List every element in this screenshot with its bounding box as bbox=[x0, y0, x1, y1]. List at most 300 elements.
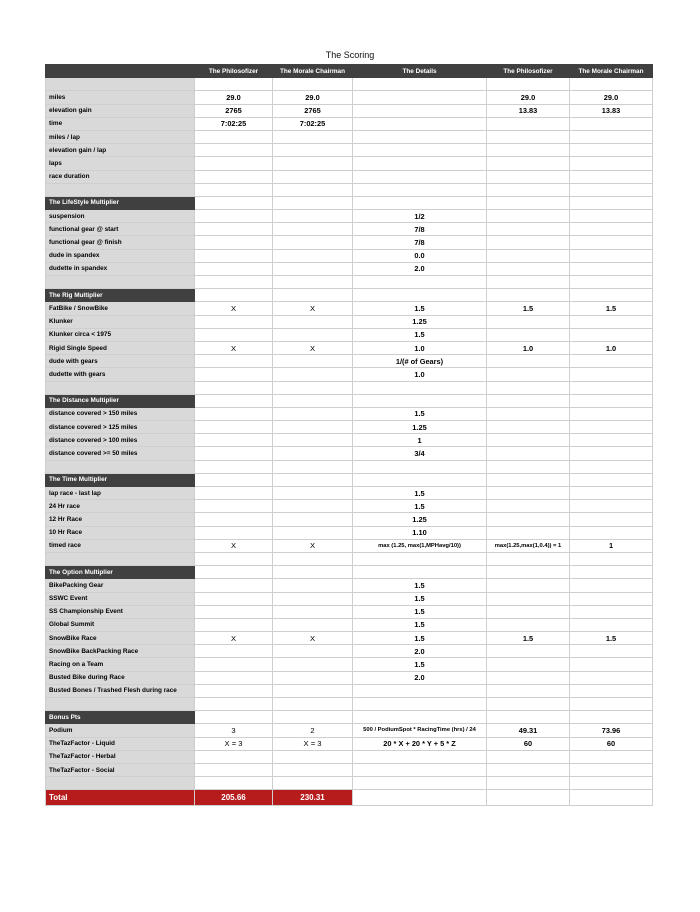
morale-chairman-score[interactable] bbox=[570, 157, 653, 170]
cell[interactable] bbox=[353, 711, 487, 724]
philosofizer-value[interactable] bbox=[195, 763, 273, 776]
philosofizer-score[interactable] bbox=[487, 618, 570, 631]
morale-chairman-score[interactable] bbox=[570, 144, 653, 157]
philosofizer-score[interactable] bbox=[487, 500, 570, 513]
details-value[interactable]: 1.5 bbox=[353, 605, 487, 618]
philosofizer-value[interactable]: 7:02:25 bbox=[195, 117, 273, 130]
details-value[interactable] bbox=[353, 130, 487, 143]
philosofizer-score[interactable] bbox=[487, 223, 570, 236]
morale-chairman-value[interactable] bbox=[273, 315, 353, 328]
morale-chairman-value[interactable] bbox=[273, 605, 353, 618]
philosofizer-score[interactable] bbox=[487, 487, 570, 500]
details-value[interactable]: max (1.25, max(1,MPHavg/10)) bbox=[353, 539, 487, 552]
details-value[interactable]: 2.0 bbox=[353, 645, 487, 658]
row-label[interactable]: dude with gears bbox=[46, 355, 195, 368]
morale-chairman-score[interactable] bbox=[570, 434, 653, 447]
morale-chairman-score[interactable] bbox=[570, 368, 653, 381]
row-label[interactable]: distance covered >= 50 miles bbox=[46, 447, 195, 460]
header-philosofizer[interactable]: The Philosofizer bbox=[195, 65, 273, 78]
morale-chairman-value[interactable] bbox=[273, 144, 353, 157]
philosofizer-score[interactable] bbox=[487, 210, 570, 223]
row-label[interactable]: Busted Bones / Trashed Flesh during race bbox=[46, 684, 195, 697]
philosofizer-score[interactable]: 13.83 bbox=[487, 104, 570, 117]
cell[interactable] bbox=[570, 711, 653, 724]
details-value[interactable]: 1.5 bbox=[353, 487, 487, 500]
cell[interactable] bbox=[195, 698, 273, 711]
philosofizer-value[interactable]: X = 3 bbox=[195, 737, 273, 750]
cell[interactable] bbox=[353, 196, 487, 209]
morale-chairman-value[interactable] bbox=[273, 249, 353, 262]
philosofizer-score[interactable]: 49.31 bbox=[487, 724, 570, 737]
philosofizer-score[interactable]: 60 bbox=[487, 737, 570, 750]
philosofizer-value[interactable] bbox=[195, 407, 273, 420]
cell[interactable] bbox=[487, 698, 570, 711]
header-cell[interactable] bbox=[46, 65, 195, 78]
philosofizer-score[interactable]: 1.0 bbox=[487, 341, 570, 354]
row-label[interactable]: Global Summit bbox=[46, 618, 195, 631]
cell[interactable] bbox=[570, 183, 653, 196]
philosofizer-value[interactable]: X bbox=[195, 341, 273, 354]
morale-chairman-score[interactable] bbox=[570, 645, 653, 658]
morale-chairman-value[interactable] bbox=[273, 210, 353, 223]
details-value[interactable]: 1.5 bbox=[353, 407, 487, 420]
philosofizer-value[interactable] bbox=[195, 645, 273, 658]
philosofizer-value[interactable] bbox=[195, 249, 273, 262]
cell[interactable] bbox=[487, 289, 570, 302]
cell[interactable] bbox=[195, 196, 273, 209]
section-title[interactable]: The Option Multiplier bbox=[46, 566, 195, 579]
row-label[interactable]: timed race bbox=[46, 539, 195, 552]
details-value[interactable] bbox=[353, 750, 487, 763]
morale-chairman-score[interactable] bbox=[570, 170, 653, 183]
philosofizer-score[interactable] bbox=[487, 170, 570, 183]
cell[interactable] bbox=[570, 473, 653, 486]
philosofizer-value[interactable] bbox=[195, 421, 273, 434]
cell[interactable] bbox=[570, 460, 653, 473]
morale-chairman-value[interactable] bbox=[273, 658, 353, 671]
cell[interactable] bbox=[570, 276, 653, 289]
morale-chairman-value[interactable]: X bbox=[273, 539, 353, 552]
morale-chairman-value[interactable] bbox=[273, 236, 353, 249]
philosofizer-score[interactable] bbox=[487, 684, 570, 697]
cell[interactable] bbox=[487, 276, 570, 289]
cell[interactable] bbox=[353, 381, 487, 394]
header-morale-chairman-score[interactable]: The Morale Chairman bbox=[570, 65, 653, 78]
details-value[interactable]: 1.5 bbox=[353, 500, 487, 513]
morale-chairman-value[interactable] bbox=[273, 328, 353, 341]
morale-chairman-score[interactable] bbox=[570, 421, 653, 434]
cell[interactable] bbox=[487, 394, 570, 407]
row-label[interactable]: time bbox=[46, 117, 195, 130]
morale-chairman-score[interactable] bbox=[570, 684, 653, 697]
row-label[interactable]: BikePacking Gear bbox=[46, 579, 195, 592]
morale-chairman-score[interactable]: 73.96 bbox=[570, 724, 653, 737]
morale-chairman-score[interactable]: 1.0 bbox=[570, 341, 653, 354]
cell[interactable] bbox=[570, 566, 653, 579]
row-label[interactable]: lap race - last lap bbox=[46, 487, 195, 500]
morale-chairman-value[interactable] bbox=[273, 447, 353, 460]
cell[interactable] bbox=[273, 196, 353, 209]
philosofizer-score[interactable] bbox=[487, 434, 570, 447]
row-label[interactable]: dudette in spandex bbox=[46, 262, 195, 275]
details-value[interactable]: 500 / PodiumSpot * RacingTime (hrs) / 24 bbox=[353, 724, 487, 737]
philosofizer-score[interactable] bbox=[487, 513, 570, 526]
cell[interactable] bbox=[353, 276, 487, 289]
philosofizer-score[interactable] bbox=[487, 130, 570, 143]
philosofizer-value[interactable] bbox=[195, 170, 273, 183]
details-value[interactable]: 1.0 bbox=[353, 368, 487, 381]
philosofizer-value[interactable] bbox=[195, 513, 273, 526]
details-value[interactable]: 20 * X + 20 * Y + 5 * Z bbox=[353, 737, 487, 750]
details-value[interactable]: 1.5 bbox=[353, 592, 487, 605]
details-value[interactable] bbox=[353, 170, 487, 183]
row-label[interactable]: SnowBike Race bbox=[46, 632, 195, 645]
details-value[interactable]: 1/(# of Gears) bbox=[353, 355, 487, 368]
total-details[interactable] bbox=[353, 790, 487, 806]
row-label[interactable]: suspension bbox=[46, 210, 195, 223]
cell[interactable] bbox=[570, 394, 653, 407]
philosofizer-score[interactable] bbox=[487, 249, 570, 262]
row-label[interactable]: SS Championship Event bbox=[46, 605, 195, 618]
row-label[interactable]: elevation gain bbox=[46, 104, 195, 117]
cell[interactable] bbox=[487, 777, 570, 790]
row-label[interactable]: dude in spandex bbox=[46, 249, 195, 262]
philosofizer-score[interactable]: 29.0 bbox=[487, 91, 570, 104]
morale-chairman-score[interactable] bbox=[570, 526, 653, 539]
morale-chairman-value[interactable] bbox=[273, 513, 353, 526]
cell[interactable] bbox=[273, 183, 353, 196]
details-value[interactable]: 1 bbox=[353, 434, 487, 447]
cell[interactable] bbox=[273, 777, 353, 790]
cell[interactable] bbox=[353, 777, 487, 790]
cell[interactable] bbox=[195, 473, 273, 486]
philosofizer-score[interactable]: 1.5 bbox=[487, 632, 570, 645]
cell[interactable] bbox=[195, 289, 273, 302]
details-value[interactable]: 1/2 bbox=[353, 210, 487, 223]
cell[interactable] bbox=[487, 196, 570, 209]
morale-chairman-value[interactable] bbox=[273, 763, 353, 776]
morale-chairman-score[interactable] bbox=[570, 605, 653, 618]
cell[interactable] bbox=[353, 78, 487, 91]
morale-chairman-value[interactable] bbox=[273, 262, 353, 275]
total-morale-chairman[interactable]: 230.31 bbox=[273, 790, 353, 806]
morale-chairman-score[interactable] bbox=[570, 500, 653, 513]
row-label[interactable]: functional gear @ start bbox=[46, 223, 195, 236]
cell[interactable] bbox=[353, 289, 487, 302]
row-label[interactable]: 12 Hr Race bbox=[46, 513, 195, 526]
philosofizer-value[interactable] bbox=[195, 605, 273, 618]
row-label[interactable]: miles bbox=[46, 91, 195, 104]
row-label[interactable]: TheTazFactor - Social bbox=[46, 763, 195, 776]
morale-chairman-score[interactable] bbox=[570, 513, 653, 526]
cell[interactable] bbox=[273, 460, 353, 473]
cell[interactable] bbox=[273, 381, 353, 394]
row-label[interactable]: Klunker bbox=[46, 315, 195, 328]
cell[interactable] bbox=[46, 276, 195, 289]
row-label[interactable]: Racing on a Team bbox=[46, 658, 195, 671]
details-value[interactable]: 1.10 bbox=[353, 526, 487, 539]
cell[interactable] bbox=[570, 196, 653, 209]
philosofizer-value[interactable] bbox=[195, 579, 273, 592]
cell[interactable] bbox=[487, 183, 570, 196]
philosofizer-score[interactable]: 1.5 bbox=[487, 302, 570, 315]
morale-chairman-value[interactable] bbox=[273, 170, 353, 183]
cell[interactable] bbox=[273, 552, 353, 565]
details-value[interactable]: 1.25 bbox=[353, 315, 487, 328]
row-label[interactable]: 10 Hr Race bbox=[46, 526, 195, 539]
morale-chairman-value[interactable]: X bbox=[273, 302, 353, 315]
row-label[interactable]: 24 Hr race bbox=[46, 500, 195, 513]
details-value[interactable]: 1.25 bbox=[353, 421, 487, 434]
cell[interactable] bbox=[570, 78, 653, 91]
morale-chairman-score[interactable] bbox=[570, 658, 653, 671]
morale-chairman-value[interactable]: 2765 bbox=[273, 104, 353, 117]
philosofizer-score[interactable] bbox=[487, 355, 570, 368]
details-value[interactable] bbox=[353, 684, 487, 697]
cell[interactable] bbox=[195, 552, 273, 565]
cell[interactable] bbox=[46, 78, 195, 91]
morale-chairman-score[interactable] bbox=[570, 117, 653, 130]
morale-chairman-score[interactable] bbox=[570, 262, 653, 275]
morale-chairman-value[interactable] bbox=[273, 645, 353, 658]
details-value[interactable] bbox=[353, 91, 487, 104]
cell[interactable] bbox=[195, 276, 273, 289]
cell[interactable] bbox=[273, 394, 353, 407]
header-morale-chairman[interactable]: The Morale Chairman bbox=[273, 65, 353, 78]
morale-chairman-value[interactable]: 7:02:25 bbox=[273, 117, 353, 130]
cell[interactable] bbox=[353, 473, 487, 486]
philosofizer-value[interactable] bbox=[195, 262, 273, 275]
details-value[interactable]: 0.0 bbox=[353, 249, 487, 262]
cell[interactable] bbox=[353, 394, 487, 407]
cell[interactable] bbox=[195, 711, 273, 724]
morale-chairman-value[interactable]: X bbox=[273, 632, 353, 645]
row-label[interactable]: FatBike / SnowBike bbox=[46, 302, 195, 315]
morale-chairman-score[interactable]: 1 bbox=[570, 539, 653, 552]
morale-chairman-score[interactable]: 1.5 bbox=[570, 632, 653, 645]
morale-chairman-value[interactable] bbox=[273, 592, 353, 605]
cell[interactable] bbox=[195, 381, 273, 394]
cell[interactable] bbox=[570, 381, 653, 394]
philosofizer-score[interactable] bbox=[487, 671, 570, 684]
total-philosofizer[interactable]: 205.66 bbox=[195, 790, 273, 806]
morale-chairman-score[interactable]: 1.5 bbox=[570, 302, 653, 315]
morale-chairman-value[interactable] bbox=[273, 526, 353, 539]
cell[interactable] bbox=[353, 183, 487, 196]
total-label[interactable]: Total bbox=[46, 790, 195, 806]
philosofizer-value[interactable] bbox=[195, 315, 273, 328]
morale-chairman-value[interactable] bbox=[273, 500, 353, 513]
cell[interactable] bbox=[46, 777, 195, 790]
morale-chairman-value[interactable] bbox=[273, 579, 353, 592]
philosofizer-score[interactable]: max(1.25,max(1,0.4)) = 1 bbox=[487, 539, 570, 552]
row-label[interactable]: Klunker circa < 1975 bbox=[46, 328, 195, 341]
cell[interactable] bbox=[273, 711, 353, 724]
philosofizer-score[interactable] bbox=[487, 592, 570, 605]
row-label[interactable]: TheTazFactor - Herbal bbox=[46, 750, 195, 763]
details-value[interactable]: 7/8 bbox=[353, 223, 487, 236]
philosofizer-value[interactable]: 29.0 bbox=[195, 91, 273, 104]
cell[interactable] bbox=[195, 78, 273, 91]
cell[interactable] bbox=[46, 183, 195, 196]
row-label[interactable]: SnowBike BackPacking Race bbox=[46, 645, 195, 658]
details-value[interactable]: 1.5 bbox=[353, 618, 487, 631]
row-label[interactable]: miles / lap bbox=[46, 130, 195, 143]
philosofizer-value[interactable] bbox=[195, 157, 273, 170]
philosofizer-score[interactable] bbox=[487, 645, 570, 658]
row-label[interactable]: dudette with gears bbox=[46, 368, 195, 381]
morale-chairman-score[interactable] bbox=[570, 618, 653, 631]
morale-chairman-score[interactable] bbox=[570, 592, 653, 605]
philosofizer-value[interactable] bbox=[195, 368, 273, 381]
cell[interactable] bbox=[46, 698, 195, 711]
morale-chairman-score[interactable] bbox=[570, 223, 653, 236]
philosofizer-value[interactable] bbox=[195, 236, 273, 249]
details-value[interactable]: 2.0 bbox=[353, 671, 487, 684]
morale-chairman-value[interactable]: X = 3 bbox=[273, 737, 353, 750]
morale-chairman-score[interactable] bbox=[570, 328, 653, 341]
row-label[interactable]: race duration bbox=[46, 170, 195, 183]
cell[interactable] bbox=[487, 78, 570, 91]
philosofizer-score[interactable] bbox=[487, 144, 570, 157]
details-value[interactable]: 1.5 bbox=[353, 658, 487, 671]
morale-chairman-score[interactable] bbox=[570, 355, 653, 368]
morale-chairman-score[interactable]: 29.0 bbox=[570, 91, 653, 104]
philosofizer-value[interactable] bbox=[195, 618, 273, 631]
cell[interactable] bbox=[353, 566, 487, 579]
row-label[interactable]: functional gear @ finish bbox=[46, 236, 195, 249]
cell[interactable] bbox=[487, 566, 570, 579]
cell[interactable] bbox=[195, 460, 273, 473]
philosofizer-value[interactable] bbox=[195, 684, 273, 697]
details-value[interactable] bbox=[353, 117, 487, 130]
philosofizer-value[interactable] bbox=[195, 210, 273, 223]
section-title[interactable]: The Distance Multiplier bbox=[46, 394, 195, 407]
philosofizer-score[interactable] bbox=[487, 315, 570, 328]
cell[interactable] bbox=[487, 711, 570, 724]
row-label[interactable]: SSWC Event bbox=[46, 592, 195, 605]
row-label[interactable]: Busted Bike during Race bbox=[46, 671, 195, 684]
cell[interactable] bbox=[273, 473, 353, 486]
philosofizer-value[interactable] bbox=[195, 526, 273, 539]
philosofizer-score[interactable] bbox=[487, 750, 570, 763]
cell[interactable] bbox=[570, 698, 653, 711]
row-label[interactable]: Rigid Single Speed bbox=[46, 341, 195, 354]
cell[interactable] bbox=[195, 566, 273, 579]
morale-chairman-value[interactable] bbox=[273, 434, 353, 447]
philosofizer-score[interactable] bbox=[487, 407, 570, 420]
philosofizer-score[interactable] bbox=[487, 579, 570, 592]
cell[interactable] bbox=[46, 552, 195, 565]
cell[interactable] bbox=[353, 552, 487, 565]
morale-chairman-score[interactable]: 60 bbox=[570, 737, 653, 750]
cell[interactable] bbox=[487, 552, 570, 565]
cell[interactable] bbox=[487, 460, 570, 473]
philosofizer-value[interactable] bbox=[195, 671, 273, 684]
cell[interactable] bbox=[273, 78, 353, 91]
row-label[interactable]: laps bbox=[46, 157, 195, 170]
cell[interactable] bbox=[195, 777, 273, 790]
row-label[interactable]: distance covered > 150 miles bbox=[46, 407, 195, 420]
cell[interactable] bbox=[46, 381, 195, 394]
row-label[interactable]: elevation gain / lap bbox=[46, 144, 195, 157]
morale-chairman-value[interactable] bbox=[273, 130, 353, 143]
philosofizer-score[interactable] bbox=[487, 526, 570, 539]
section-title[interactable]: The LifeStyle Multiplier bbox=[46, 196, 195, 209]
philosofizer-value[interactable]: X bbox=[195, 302, 273, 315]
philosofizer-value[interactable] bbox=[195, 750, 273, 763]
morale-chairman-score[interactable] bbox=[570, 447, 653, 460]
philosofizer-value[interactable] bbox=[195, 144, 273, 157]
philosofizer-score[interactable] bbox=[487, 117, 570, 130]
cell[interactable] bbox=[273, 289, 353, 302]
morale-chairman-score[interactable] bbox=[570, 671, 653, 684]
morale-chairman-score[interactable] bbox=[570, 407, 653, 420]
details-value[interactable]: 1.5 bbox=[353, 328, 487, 341]
details-value[interactable]: 1.25 bbox=[353, 513, 487, 526]
philosofizer-score[interactable] bbox=[487, 157, 570, 170]
morale-chairman-value[interactable] bbox=[273, 671, 353, 684]
morale-chairman-value[interactable] bbox=[273, 684, 353, 697]
philosofizer-value[interactable] bbox=[195, 130, 273, 143]
cell[interactable] bbox=[353, 698, 487, 711]
section-title[interactable]: Bonus Pts bbox=[46, 711, 195, 724]
morale-chairman-value[interactable]: 2 bbox=[273, 724, 353, 737]
philosofizer-value[interactable] bbox=[195, 223, 273, 236]
morale-chairman-value[interactable] bbox=[273, 223, 353, 236]
morale-chairman-score[interactable] bbox=[570, 315, 653, 328]
morale-chairman-value[interactable]: X bbox=[273, 341, 353, 354]
cell[interactable] bbox=[570, 552, 653, 565]
total-morale-chairman-score[interactable] bbox=[570, 790, 653, 806]
morale-chairman-score[interactable] bbox=[570, 130, 653, 143]
row-label[interactable]: distance covered > 100 miles bbox=[46, 434, 195, 447]
morale-chairman-score[interactable] bbox=[570, 487, 653, 500]
details-value[interactable] bbox=[353, 144, 487, 157]
details-value[interactable] bbox=[353, 104, 487, 117]
cell[interactable] bbox=[273, 566, 353, 579]
philosofizer-value[interactable]: 2765 bbox=[195, 104, 273, 117]
philosofizer-score[interactable] bbox=[487, 763, 570, 776]
details-value[interactable]: 3/4 bbox=[353, 447, 487, 460]
details-value[interactable]: 7/8 bbox=[353, 236, 487, 249]
cell[interactable] bbox=[570, 289, 653, 302]
philosofizer-value[interactable] bbox=[195, 328, 273, 341]
morale-chairman-value[interactable] bbox=[273, 750, 353, 763]
header-philosofizer-score[interactable]: The Philosofizer bbox=[487, 65, 570, 78]
philosofizer-score[interactable] bbox=[487, 658, 570, 671]
morale-chairman-value[interactable] bbox=[273, 368, 353, 381]
philosofizer-value[interactable] bbox=[195, 434, 273, 447]
morale-chairman-score[interactable] bbox=[570, 236, 653, 249]
total-philosofizer-score[interactable] bbox=[487, 790, 570, 806]
morale-chairman-value[interactable] bbox=[273, 421, 353, 434]
philosofizer-score[interactable] bbox=[487, 328, 570, 341]
morale-chairman-score[interactable]: 13.83 bbox=[570, 104, 653, 117]
cell[interactable] bbox=[195, 183, 273, 196]
details-value[interactable]: 1.5 bbox=[353, 302, 487, 315]
cell[interactable] bbox=[487, 473, 570, 486]
philosofizer-value[interactable] bbox=[195, 355, 273, 368]
morale-chairman-value[interactable] bbox=[273, 157, 353, 170]
philosofizer-score[interactable] bbox=[487, 236, 570, 249]
header-details[interactable]: The Details bbox=[353, 65, 487, 78]
morale-chairman-score[interactable] bbox=[570, 249, 653, 262]
cell[interactable] bbox=[487, 381, 570, 394]
cell[interactable] bbox=[273, 276, 353, 289]
philosofizer-value[interactable] bbox=[195, 500, 273, 513]
morale-chairman-score[interactable] bbox=[570, 763, 653, 776]
